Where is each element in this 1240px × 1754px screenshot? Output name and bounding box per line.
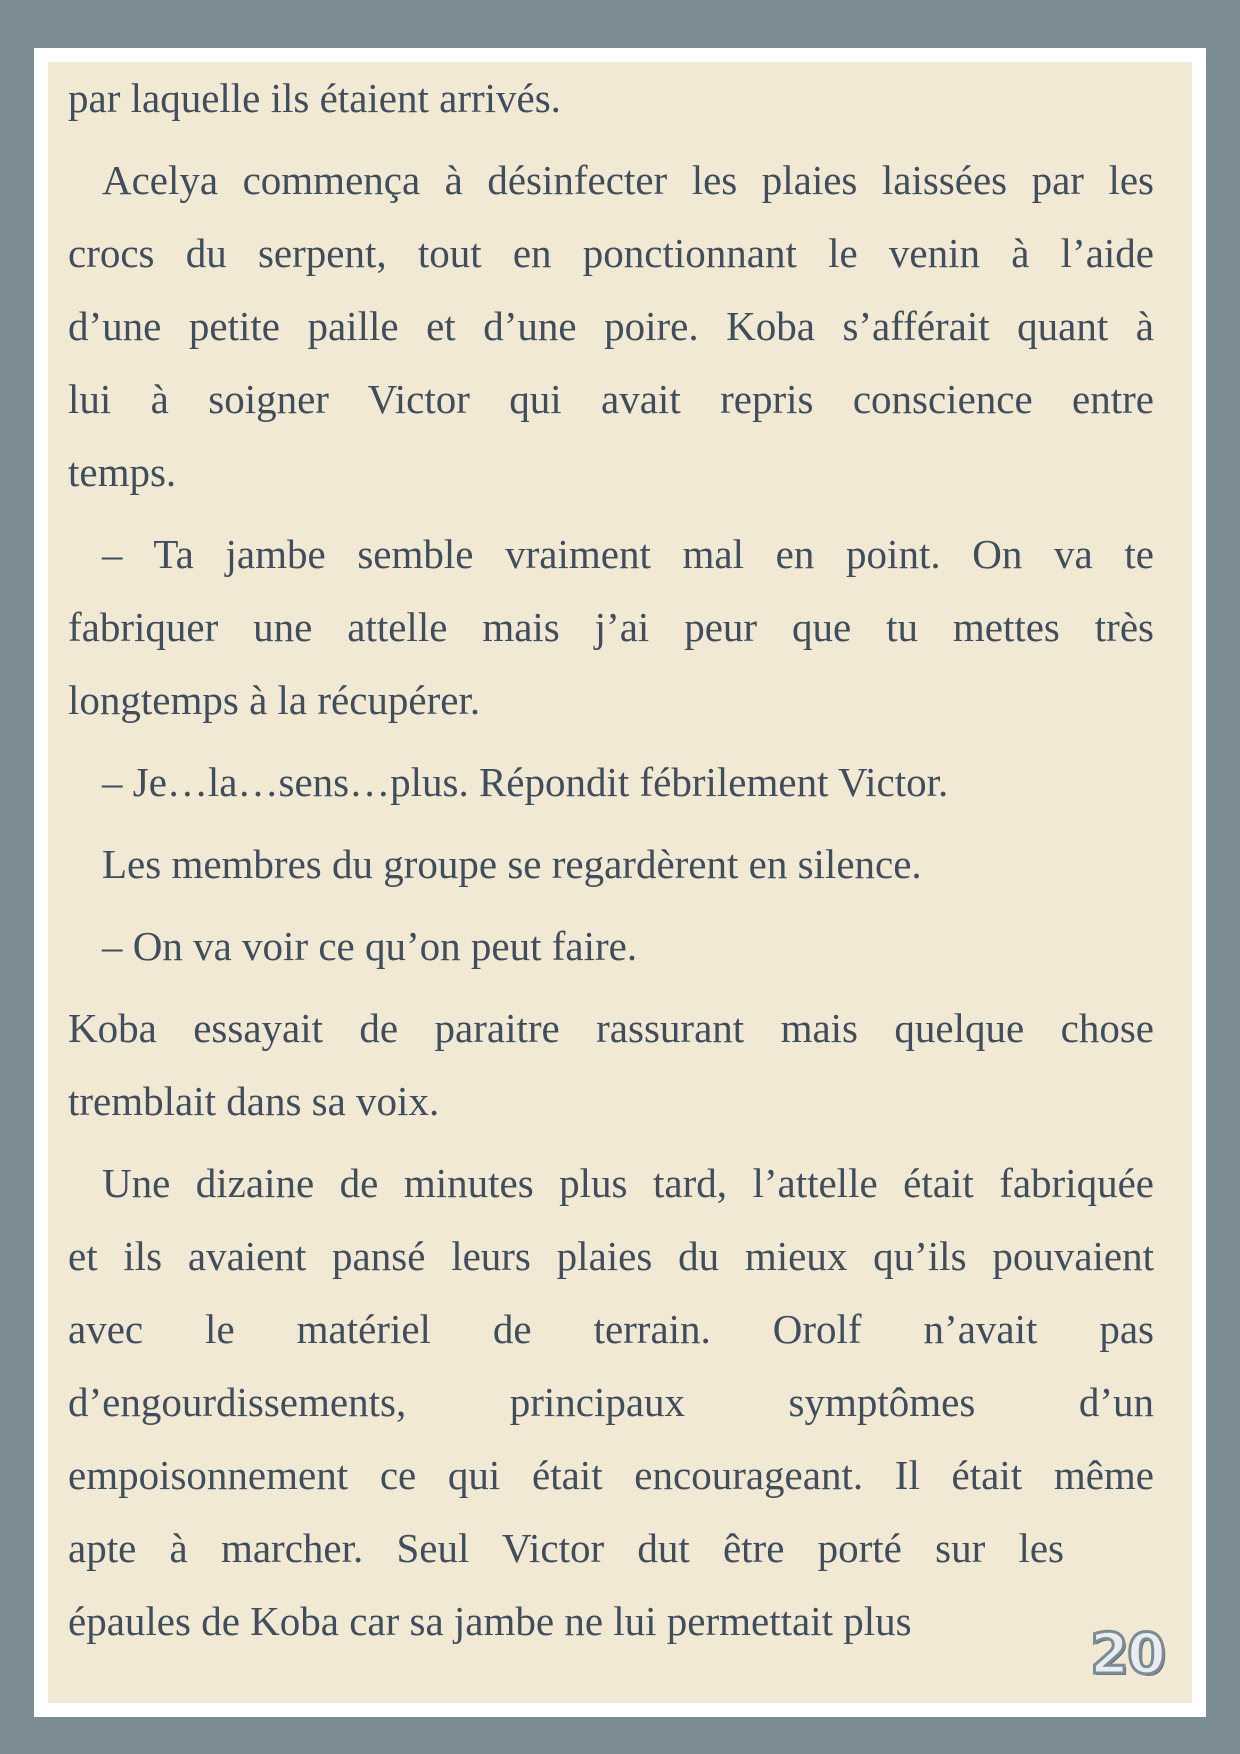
text-line: – Je…la…sens…plus. Répondit fébrilement Victor. — [102, 759, 949, 805]
text-line: par laquelle ils étaient arrivés. — [68, 75, 561, 121]
text-line: empoisonnement ce qui était encourageant. Il était même — [68, 1452, 1154, 1498]
text-line: temps. — [68, 449, 177, 495]
text-line: et ils avaient pansé leurs plaies du mieux qu’ils pouvaient — [68, 1233, 1154, 1279]
text-line: fabriquer une attelle mais j’ai peur que tu mettes très — [68, 604, 1154, 650]
text-line: apte à marcher. Seul Victor dut être porté sur les — [68, 1525, 1064, 1571]
body-text — [68, 62, 1154, 1658]
text-line: tremblait dans sa voix. — [68, 1078, 440, 1124]
page-number: 20 — [1090, 1622, 1164, 1687]
text-line: d’une petite paille et d’une poire. Koba s’afférait quant à — [68, 303, 1154, 349]
text-line: – On va voir ce qu’on peut faire. — [102, 923, 638, 969]
text-line: crocs du serpent, tout en ponctionnant le venin à l’aide — [68, 230, 1154, 276]
text-line: Acelya commença à désinfecter les plaies laissées par les — [102, 157, 1154, 203]
text-line: épaules de Koba car sa jambe ne lui permettait plus — [68, 1598, 912, 1644]
text-line: Les membres du groupe se regardèrent en silence. — [102, 841, 922, 887]
text-line: lui à soigner Victor qui avait repris conscience entre — [68, 376, 1154, 422]
text-line: Une dizaine de minutes plus tard, l’attelle était fabriquée — [102, 1160, 1154, 1206]
text-line: – Ta jambe semble vraiment mal en point. On va te — [102, 531, 1154, 577]
book-page — [48, 62, 1192, 1703]
text-line: longtemps à la récupérer. — [68, 677, 481, 723]
text-line: Koba essayait de paraitre rassurant mais quelque chose — [68, 1005, 1154, 1051]
text-line: d’engourdissements, principaux symptômes d’un — [68, 1379, 1154, 1425]
text-line: avec le matériel de terrain. Orolf n’avait pas — [68, 1306, 1154, 1352]
